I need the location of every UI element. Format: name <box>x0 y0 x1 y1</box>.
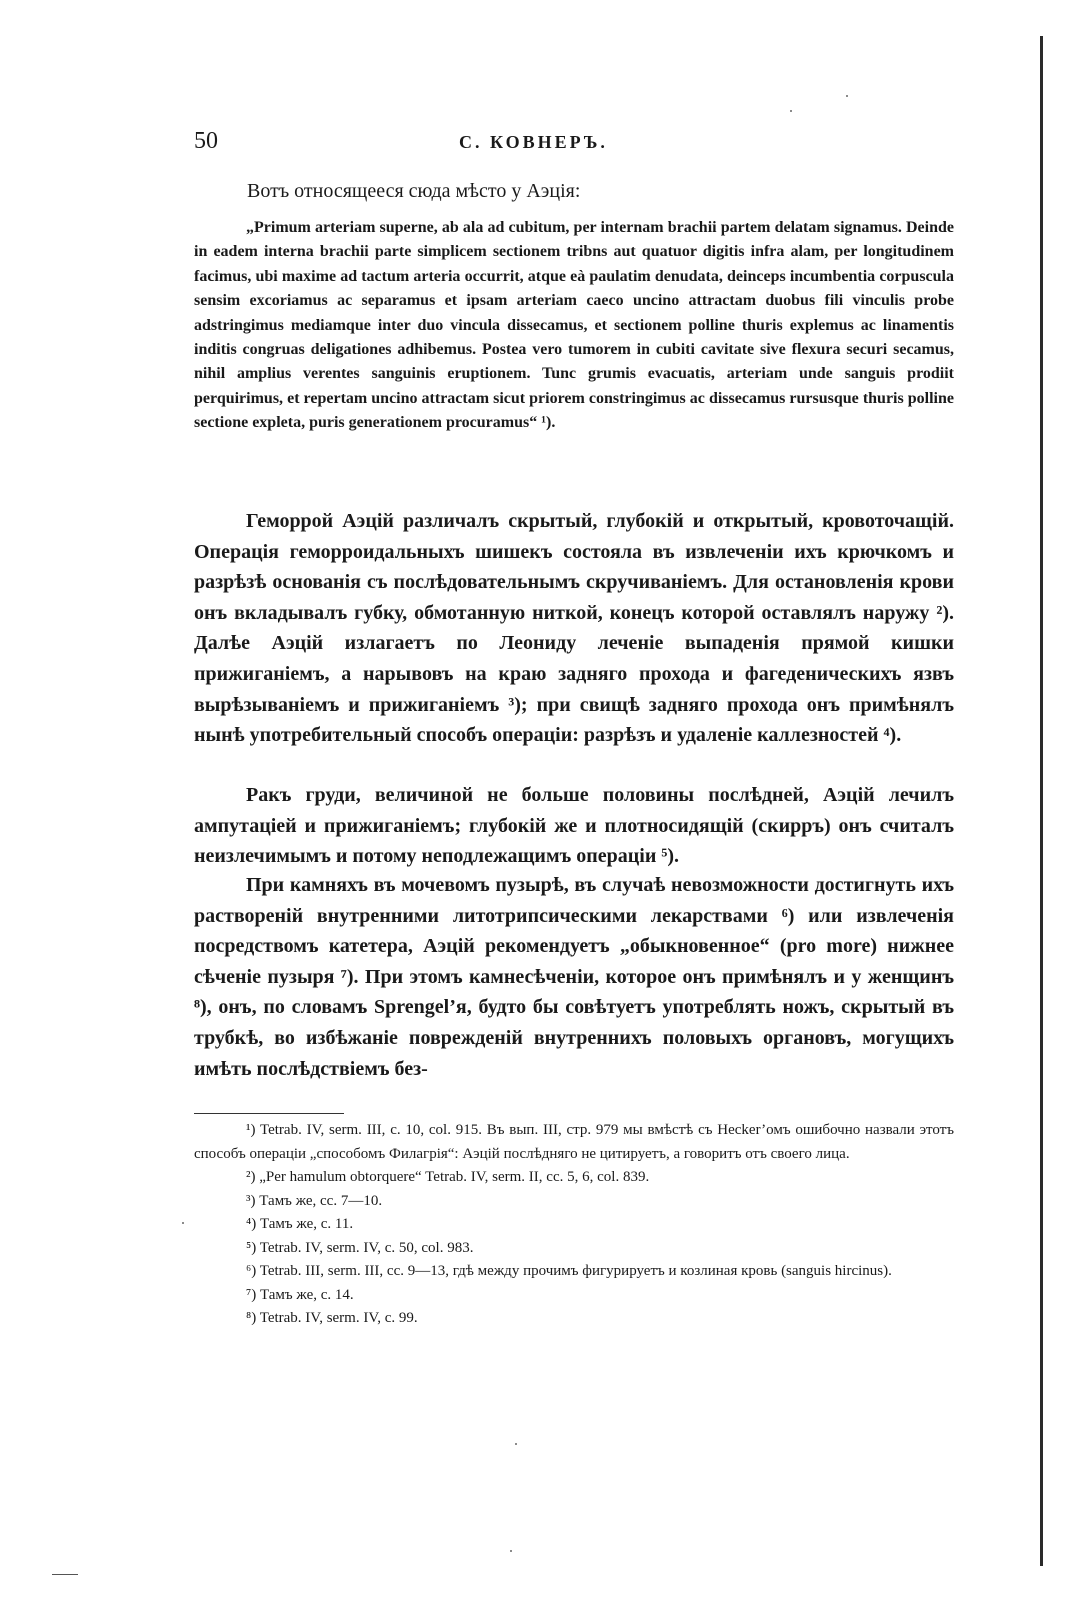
paragraph-bladder-stones: При камняхъ въ мочевомъ пузырѣ, въ случаѣ невозможности достигнуть ихъ раствореній внутренними литотрипсическими лекарствами ⁶) или извлеченія посредствомъ катетера, Аэцій рекомендуетъ „обыкновенное“ (pro more) нижнее сѣченіе пузыря ⁷). При этомъ камнесѣченіи, которое онъ примѣнялъ и у женщинъ ⁸), онъ, по словамъ Sprengel’я, будто бы совѣтуетъ употреблять ножъ, скрытый въ трубкѣ, во избѣжаніе поврежденій внутреннихъ половыхъ органовъ, могущихъ имѣть послѣдствіемъ без- <box>194 874 954 1080</box>
footnote-2: ²) „Per hamulum obtorquere“ Tetrab. IV, serm. II, cc. 5, 6, col. 839. <box>246 1169 650 1185</box>
footnote-8: ⁸) Tetrab. IV, serm. IV, c. 99. <box>246 1310 418 1326</box>
page-number: 50 <box>194 128 218 154</box>
footnote-6: ⁶) Tetrab. III, serm. III, cc. 9—13, гдѣ между прочимъ фигурируетъ и козлиная кровь (sanguis hircinus). <box>246 1263 892 1279</box>
scan-speck <box>790 110 792 112</box>
footnote-5: ⁵) Tetrab. IV, serm. IV, c. 50, col. 983. <box>246 1239 474 1256</box>
footnote-4: ⁴) Тамъ же, c. 11. <box>246 1216 354 1232</box>
footnote-3: ³) Тамъ же, cc. 7—10. <box>246 1192 383 1209</box>
lead-in-line: Вотъ относящееся сюда мѣсто у Аэція: <box>247 180 581 202</box>
footnote-1: ¹) Tetrab. IV, serm. III, c. 10, col. 915. Въ вып. III, стр. 979 мы вмѣстѣ съ Hecker’омъ ошибочно назвали этотъ способъ операціи „способомъ Филагрія“: Аэцій послѣдняго не цитируетъ, а говоритъ отъ своего лица. <box>194 1122 954 1162</box>
paragraph-hemorrhoids: Геморрой Аэцій различалъ скрытый, глубокій и открытый, кровоточащій. Операція геморроидальныхъ шишекъ состояла въ извлеченіи ихъ крючкомъ и разрѣзѣ основанія съ послѣдовательнымъ скручиваніемъ. Для остановленія крови онъ вкладывалъ губку, обмотанную ниткой, конецъ которой оставлялъ наружу ²). Далѣе Аэцій излагаетъ по Леониду леченіе выпаденія прямой кишки прижиганіемъ, а нарывовъ на краю задняго прохода и фагеденическихъ язвъ вырѣзываніемъ и прижиганіемъ ³); при свищѣ задняго прохода онъ примѣнялъ нынѣ употребительный способъ операціи: разрѣзъ и удаленіе каллезностей ⁴). <box>194 510 954 747</box>
footnote-separator <box>194 1113 344 1114</box>
scan-speck <box>510 1550 512 1552</box>
footnote-7: ⁷) Тамъ же, c. 14. <box>246 1286 354 1303</box>
latin-quotation: „Primum arteriam superne, ab ala ad cubitum, per internam brachii partem delatam signamus. Deinde in eadem interna brachii parte simplicem sectionem tribns aut quatuor digitis infra alam, per longitudinem facimus, ubi maxime ad tactum arteria occurrit, atque eà paulatim denudata, deinceps incumbentia corpuscula sensim excoriamus ac separamus et ipsam arteriam caeco uncino attractam duobus fili vinculis probe adstringimus mediamque inter duo vincula dissecamus, et sectionem polline thuris explemus ac linamentis inditis congruas deligationes adhibemus. Postea vero tumorem in cubiti cavitate sive flexura securi secamus, nihil amplius verentes sanguinis eruptionem. Tunc grumis evacuatis, arteriam unde sanguis prodiit perquirimus, et repertam uncino attractam sicut priorem constringimus ac dissecamus rursusque thuris polline sectione expleta, puris generationem procuramus“ ¹). <box>194 219 954 432</box>
footnotes-list <box>194 1119 954 1331</box>
scan-speck <box>515 1443 517 1445</box>
scan-speck <box>182 1222 184 1224</box>
running-head: С. КОВНЕРЪ. <box>459 132 608 152</box>
page-edge-shadow <box>1040 36 1043 1566</box>
scan-mark <box>52 1574 78 1575</box>
scan-speck <box>846 95 848 97</box>
page-header <box>0 128 1075 158</box>
paragraph-breast-cancer: Ракъ груди, величиной не больше половины послѣдней, Аэцій лечилъ ампутаціей и прижиганіемъ; глубокій же и плотносидящій (скирръ) онъ считалъ неизлечимымъ и потому неподлежащимъ операціи ⁵). <box>194 784 954 868</box>
